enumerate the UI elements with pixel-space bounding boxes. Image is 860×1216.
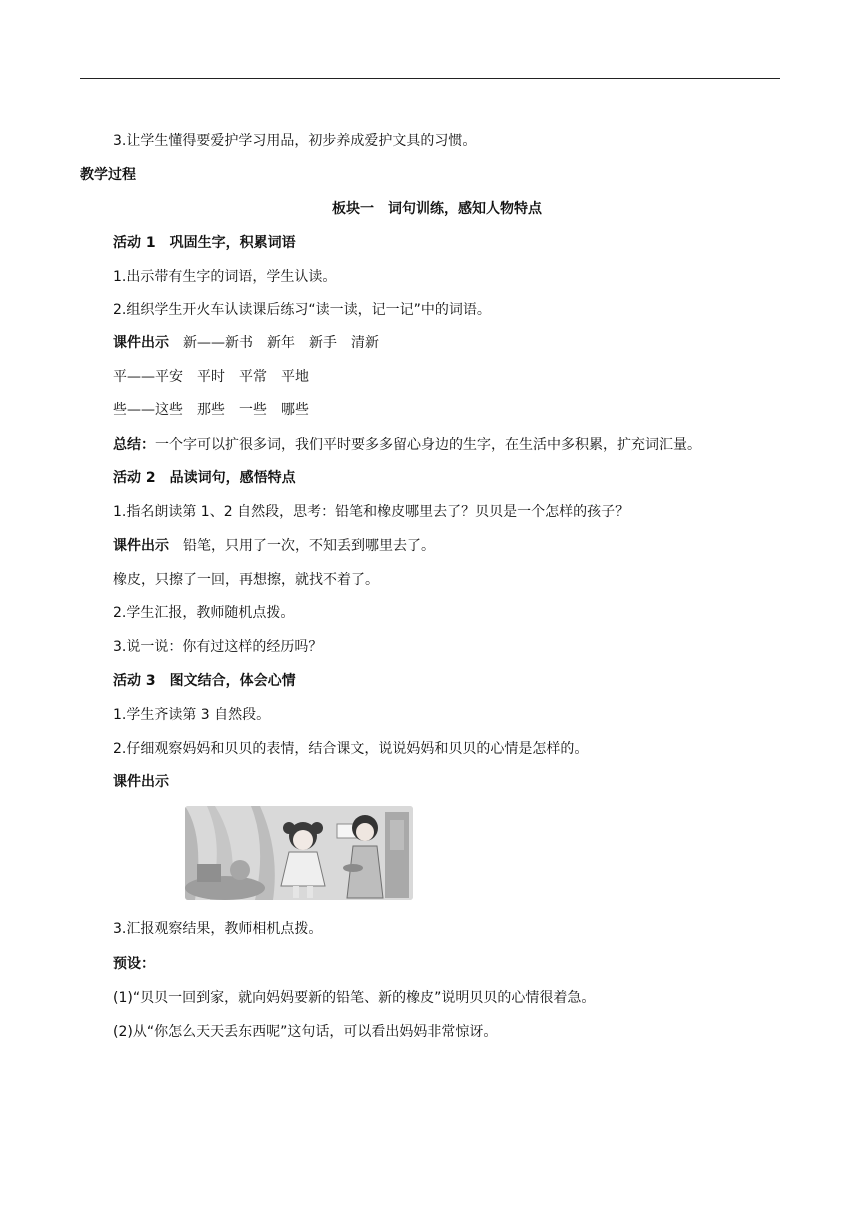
quote-line-1: 铅笔，只用了一次，不知丢到哪里去了。	[183, 538, 435, 554]
summary-text: 一个字可以扩很多词，我们平时要多多留心身边的生字，在生活中多积累，扩充词汇量。	[155, 437, 701, 453]
activity-1-step-1: 1.出示带有生字的词语，学生认读。	[113, 269, 337, 285]
activity-2-step-2: 2.学生汇报，教师随机点拨。	[113, 605, 295, 621]
process-heading: 教学过程	[80, 167, 136, 183]
preset-1: (1)“贝贝一回到家，就向妈妈要新的铅笔、新的橡皮”说明贝贝的心情很着急。	[113, 990, 596, 1006]
objective-3: 3.让学生懂得要爱护学习用品，初步养成爱护文具的习惯。	[113, 133, 477, 149]
section-title: 板块一 词句训练，感知人物特点	[332, 201, 542, 217]
courseware-label-3: 课件出示	[113, 774, 169, 790]
header-rule	[80, 78, 780, 79]
courseware-quote	[113, 537, 435, 555]
activity-2-step-3: 3.说一说：你有过这样的经历吗？	[113, 639, 323, 655]
activity-3-label: 活动 3 图文结合，体会心情	[113, 673, 296, 689]
courseware-label: 课件出示	[113, 538, 169, 554]
summary-label: 总结：	[113, 437, 155, 453]
activity-2-label: 活动 2 品读词句，感悟特点	[113, 470, 296, 486]
words-line-3: 些——这些 那些 一些 哪些	[113, 402, 309, 418]
quote-line-2: 橡皮，只擦了一回，再想擦，就找不着了。	[113, 572, 379, 588]
preset-2: (2)从“你怎么天天丢东西呢”这句话，可以看出妈妈非常惊讶。	[113, 1024, 498, 1040]
story-illustration	[185, 806, 413, 900]
activity-3-step-3: 3.汇报观察结果，教师相机点拨。	[113, 921, 323, 937]
preset-label: 预设：	[113, 956, 155, 972]
words-line-1: 新——新书 新年 新手 清新	[183, 335, 379, 351]
activity-2-step-1: 1.指名朗读第 1、2 自然段，思考：铅笔和橡皮哪里去了？贝贝是一个怎样的孩子？	[113, 504, 630, 520]
courseware-words	[113, 334, 379, 352]
summary	[113, 436, 701, 454]
activity-3-step-2: 2.仔细观察妈妈和贝贝的表情，结合课文，说说妈妈和贝贝的心情是怎样的。	[113, 741, 589, 757]
activity-1-label: 活动 1 巩固生字，积累词语	[113, 235, 296, 251]
courseware-label: 课件出示	[113, 335, 169, 351]
activity-3-step-1: 1.学生齐读第 3 自然段。	[113, 707, 271, 723]
activity-1-step-2: 2.组织学生开火车认读课后练习“读一读，记一记”中的词语。	[113, 302, 491, 318]
words-line-2: 平——平安 平时 平常 平地	[113, 369, 309, 385]
